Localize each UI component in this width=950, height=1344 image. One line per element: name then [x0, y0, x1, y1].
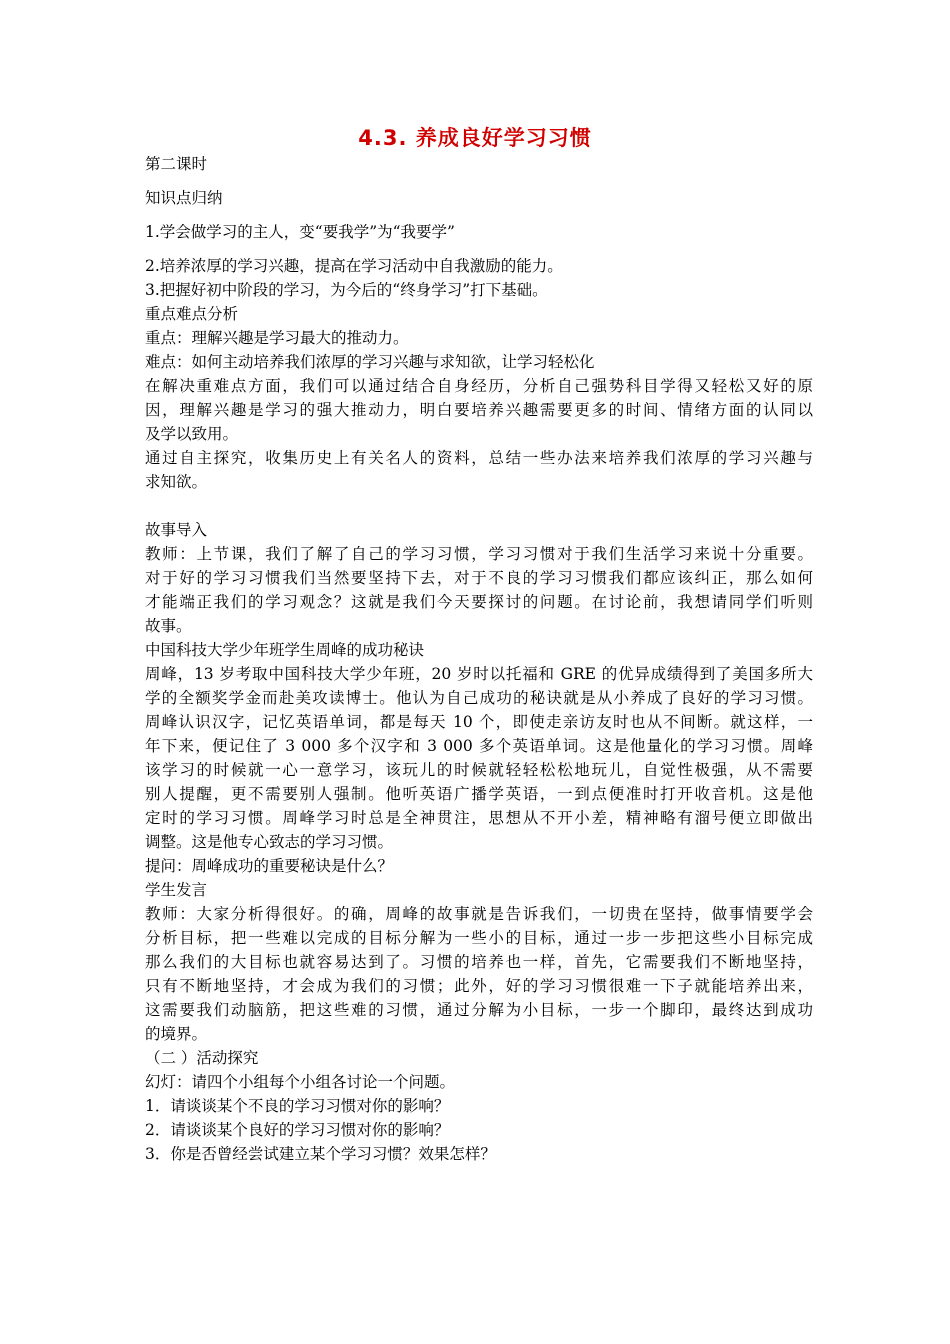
discussion-question-3: 3．你是否曾经尝试建立某个学习习惯？效果怎样？: [145, 1145, 496, 1163]
story-title: 中国科技大学少年班学生周峰的成功秘诀: [145, 641, 425, 659]
paragraph-line: 的境界。: [145, 1025, 208, 1043]
paragraph-line: 定时的学习习惯。周峰学习时总是全神贯注，思想从不开小差，精神略有溜号便立即做出: [145, 809, 813, 827]
slide-instruction: 幻灯：请四个小组每个小组各讨论一个问题。: [145, 1073, 456, 1091]
section-heading-activity: （二 ）活动探究: [145, 1049, 259, 1067]
lesson-period: 第二课时: [145, 155, 208, 173]
paragraph-line: 因，理解兴趣是学习的强大推动力，明白要培养兴趣需要更多的时间、情绪方面的认同以: [145, 401, 813, 419]
document-body: [145, 150, 813, 1166]
paragraph-line: 及学以致用。: [145, 425, 239, 443]
paragraph-line: 通过自主探究，收集历史上有关名人的资料，总结一些办法来培养我们浓厚的学习兴趣与: [145, 449, 813, 467]
paragraph-line: 这需要我们动脑筋，把这些难的习惯，通过分解为小目标，一步一个脚印，最终达到成功: [145, 1001, 813, 1019]
discussion-question-1: 1．请谈谈某个不良的学习习惯对你的影响？: [145, 1097, 450, 1115]
knowledge-item-2: 2.培养浓厚的学习兴趣，提高在学习活动中自我激励的能力。: [145, 257, 563, 275]
section-heading-story: 故事导入: [145, 521, 208, 539]
blank-line: [145, 494, 813, 518]
discussion-question-2: 2．请谈谈某个良好的学习习惯对你的影响？: [145, 1121, 450, 1139]
paragraph-line: 该学习的时候就一心一意学习，该玩儿的时候就轻轻松松地玩儿，自觉性极强，从不需要: [145, 761, 813, 779]
key-point: 重点：理解兴趣是学习最大的推动力。: [145, 329, 409, 347]
paragraph-line: 教师：上节课，我们了解了自己的学习习惯，学习习惯对于我们生活学习来说十分重要。: [145, 545, 813, 563]
paragraph-line: 求知欲。: [145, 473, 208, 491]
document-title: 4.3. 养成良好学习习惯: [358, 126, 592, 150]
knowledge-item-3: 3.把握好初中阶段的学习，为今后的“终身学习”打下基础。: [145, 281, 548, 299]
paragraph-line: 周峰认识汉字，记忆英语单词，都是每天 10 个，即使走亲访友时也从不间断。就这样，一: [145, 713, 813, 731]
paragraph-line: 年下来，便记住了 3 000 多个汉字和 3 000 多个英语单词。这是他量化的学习习惯。周峰: [145, 737, 813, 755]
paragraph-line: 教师：大家分析得很好。的确，周峰的故事就是告诉我们，一切贵在坚持，做事情要学会: [145, 905, 813, 923]
paragraph-line: 分析目标，把一些难以完成的目标分解为一些小的目标，通过一步一步把这些小目标完成: [145, 929, 813, 947]
paragraph-line: 学的全额奖学金而赴美攻读博士。他认为自己成功的秘诀就是从小养成了良好的学习习惯。: [145, 689, 813, 707]
paragraph-line: 调整。这是他专心致志的学习习惯。: [145, 833, 394, 851]
paragraph-line: 故事。: [145, 617, 192, 635]
paragraph-line: 对于好的学习习惯我们当然要坚持下去，对于不良的学习习惯我们都应该纠正，那么如何: [145, 569, 813, 587]
paragraph-line: 周峰，13 岁考取中国科技大学少年班，20 岁时以托福和 GRE 的优异成绩得到了美国多所大: [145, 665, 813, 683]
paragraph-line: 只有不断地坚持，才会成为我们的习惯；此外，好的学习习惯很难一下子就能培养出来，: [145, 977, 813, 995]
paragraph-line: 别人提醒，更不需要别人强制。他听英语广播学英语，一到点便准时打开收音机。这是他: [145, 785, 813, 803]
paragraph-line: 在解决重难点方面，我们可以通过结合自身经历，分析自己强势科目学得又轻松又好的原: [145, 377, 813, 395]
question-prompt: 提问：周峰成功的重要秘诀是什么？: [145, 857, 394, 875]
section-heading-knowledge: 知识点归纳: [145, 189, 223, 207]
paragraph-line: 才能端正我们的学习观念？这就是我们今天要探讨的问题。在讨论前，我想请同学们听则: [145, 593, 813, 611]
difficult-point: 难点：如何主动培养我们浓厚的学习兴趣与求知欲，让学习轻松化: [145, 353, 595, 371]
section-heading-key-points: 重点难点分析: [145, 305, 239, 323]
paragraph-line: 那么我们的大目标也就容易达到了。习惯的培养也一样，首先，它需要我们不断地坚持，: [145, 953, 813, 971]
knowledge-item-1: 1.学会做学习的主人，变“要我学”为“我要学”: [145, 223, 455, 241]
student-speech: 学生发言: [145, 881, 208, 899]
